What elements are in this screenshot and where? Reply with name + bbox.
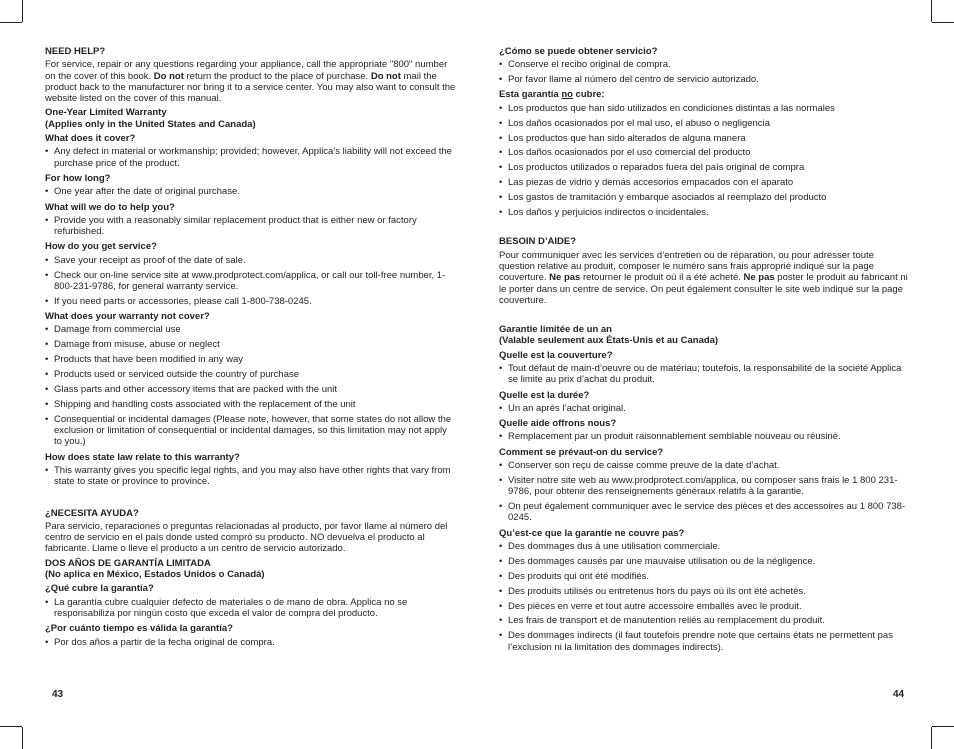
es-help-text: Para servicio, reparaciones o preguntas relacionadas al producto, por favor llame al número del centro de servicio en el país donde usted compró su producto. NO devuelva el producto al fabricante. Llame o lleve el producto a un centro de servicio autorizado. (45, 520, 448, 555)
bullet-list (45, 465, 457, 488)
list-item: • Por favor llame al número del centro de servicio autorizado. (499, 74, 909, 85)
page-43-column (45, 44, 457, 652)
question-heading: ¿Qué cubre la garantía? (45, 583, 154, 595)
bullet-list (45, 597, 457, 620)
question-heading: Quelle est la couverture? (499, 349, 613, 361)
crop-mark (0, 726, 22, 727)
question-heading: Qu’est-ce que la garantie ne couvre pas? (499, 527, 685, 539)
list-item: • Check our on-line service site at www.prodprotect.com/applica, or call our toll-free number, 1-800-231-9786, for general warranty service. (45, 270, 457, 293)
bullet-list (45, 215, 457, 238)
question-heading: How do you get service? (45, 241, 157, 253)
bullet-list (499, 103, 909, 219)
bullet-list (45, 186, 457, 197)
list-item: • Los productos que han sido alterados de alguna manera (499, 133, 909, 144)
list-item: • Des dommages indirects (il faut toutefois prendre note que certains états ne permettent pas l’exclusion ni la limitation des dommages indirects). (499, 630, 909, 653)
list-item: • This warranty gives you specific legal rights, and you may also have other rights that vary from state to state or province to province. (45, 465, 457, 488)
need-help-text: For service, repair or any questions regarding your appliance, call the appropriate "800" number on the cover of this book. Do not return the product to the place of purchase. Do not mail the product back to the manufacturer nor bring it to a service center. You may also want to consult the website listed on the cover of this manual. (45, 59, 456, 105)
list-item: • Un an après l’achat original. (499, 403, 909, 414)
warranty-title: One-Year Limited Warranty (45, 107, 167, 119)
bullet-list (499, 541, 909, 653)
bullet-list (45, 255, 457, 307)
list-item: • Products that have been modified in any way (45, 354, 457, 365)
list-item: • If you need parts or accessories, please call 1-800-738-0245. (45, 296, 457, 307)
list-item: • Consequential or incidental damages (Please note, however, that some states do not allow the exclusion or limitation of consequential or incidental damages, so this limitation may not apply to you.) (45, 414, 457, 448)
question-heading: What will we do to help you? (45, 201, 175, 213)
list-item: • Des pièces en verre et tout autre accessoire emballés avec le produit. (499, 601, 909, 612)
list-item: • Des produits utilisés ou entretenus hors du pays où ils ont été achetés. (499, 586, 909, 597)
bullet-list (499, 363, 909, 386)
crop-mark (22, 727, 23, 749)
page-44-column (499, 44, 909, 657)
list-item: • Des dommages causés par une mauvaise utilisation ou de la négligence. (499, 556, 909, 567)
bullet-list (499, 403, 909, 414)
list-item: • Remplacement par un produit raisonnablement semblable nouveau ou réusiné. (499, 431, 909, 442)
page-number: 44 (893, 689, 905, 700)
bullet-list (45, 637, 457, 648)
question-heading: What does it cover? (45, 133, 136, 145)
list-item: • Los daños ocasionados por el uso comercial del producto (499, 147, 909, 158)
list-item: • Los productos utilizados o reparados fuera del país original de compra (499, 162, 909, 173)
crop-mark (931, 727, 932, 749)
list-item: • Les frais de transport et de manutention reliés au remplacement du produit. (499, 615, 909, 626)
crop-mark (22, 0, 23, 22)
section-title: ¿NECESITA AYUDA? (45, 507, 139, 519)
question-heading: What does your warranty not cover? (45, 311, 210, 323)
question-heading: Comment se prévaut-on du service? (499, 446, 664, 458)
crop-mark (931, 0, 932, 22)
list-item: • Any defect in material or workmanship; provided; however, Applica’s liability will not exceed the purchase price of the product. (45, 146, 457, 169)
crop-mark (932, 726, 954, 727)
list-item: • Save your receipt as proof of the date of sale. (45, 255, 457, 266)
bullet-list (499, 431, 909, 442)
fr-help-text: Pour communiquer avec les services d’entretien ou de réparation, ou pour adresser toute question relative au produit, composer le numéro sans frais approprié indiqué sur la page couverture. Ne pas retourner le produit où il a été acheté. Ne pas poster le produit au fabricant ni le porter dans un centre de service. On peut également consulter le site web indiqué sur la page couverture. (499, 249, 908, 306)
question-heading: Quelle est la durée? (499, 389, 590, 401)
question-heading: Esta garantía no cubre: (499, 89, 605, 101)
list-item: • Los gastos de tramitación y embarque asociados al reemplazo del producto (499, 192, 909, 203)
list-item: • Los productos que han sido utilizados en condiciones distintas a las normales (499, 103, 909, 114)
list-item: • Conserve el recibo original de compra. (499, 59, 909, 70)
list-item: • Tout défaut de main-d’oeuvre ou de matériau; toutefois, la responsabilité de la société Applica se limite au prix d’achat du produit. (499, 363, 909, 386)
warranty-subtitle: (Applies only in the United States and Canada) (45, 118, 256, 130)
list-item: • Las piezas de vidrio y demás accesorios empacados con el aparato (499, 177, 909, 188)
bullet-list (45, 146, 457, 169)
warranty-title: Garantie limitée de un an (499, 324, 612, 336)
question-heading: ¿Cómo se puede obtener servicio? (499, 46, 658, 57)
warranty-subtitle: (No aplica en México, Estados Unidos o Canadá) (45, 569, 265, 581)
list-item: • Glass parts and other accessory items that are packed with the unit (45, 384, 457, 395)
question-heading: ¿Por cuánto tiempo es válida la garantía? (45, 623, 233, 635)
crop-mark (932, 22, 954, 23)
list-item: • Shipping and handling costs associated with the replacement of the unit (45, 399, 457, 410)
list-item: • Visiter notre site web au www.prodprotect.com/applica, ou composer sans frais le 1 800 231-9786, pour obtenir des renseignements généraux relatifs à la garantie. (499, 475, 909, 498)
list-item: • Conserver son reçu de caisse comme preuve de la date d’achat. (499, 460, 909, 471)
bullet-list (499, 460, 909, 524)
section-title: NEED HELP? (45, 46, 106, 57)
warranty-subtitle: (Valable seulement aux États-Unis et au Canada) (499, 335, 719, 347)
question-heading: For how long? (45, 172, 111, 184)
section-title: BESOIN D’AIDE? (499, 236, 577, 248)
list-item: • Des produits qui ont été modifiés. (499, 571, 909, 582)
list-item: • La garantía cubre cualquier defecto de materiales o de mano de obra. Applica no se responsabiliza por ningún costo que exceda el valor de compra del producto. (45, 597, 457, 620)
question-heading: How does state law relate to this warranty? (45, 451, 240, 463)
list-item: • Damage from misuse, abuse or neglect (45, 339, 457, 350)
page-number: 43 (52, 689, 64, 700)
crop-mark (0, 22, 22, 23)
question-heading: Quelle aide offrons nous? (499, 418, 617, 430)
bullet-list (45, 324, 457, 447)
list-item: • Products used or serviced outside the country of purchase (45, 369, 457, 380)
list-item: • On peut également communiquer avec le service des pièces et des accessoires au 1 800 738-0245. (499, 501, 909, 524)
list-item: • Damage from commercial use (45, 324, 457, 335)
list-item: • Por dos años a partir de la fecha original de compra. (45, 637, 457, 648)
list-item: • Los daños ocasionados por el mal uso, el abuso o negligencia (499, 118, 909, 129)
list-item: • Des dommages dus à une utilisation commerciale. (499, 541, 909, 552)
list-item: • One year after the date of original purchase. (45, 186, 457, 197)
bullet-list (499, 59, 909, 85)
list-item: • Los daños y perjuicios indirectos o incidentales. (499, 207, 909, 218)
warranty-title: DOS AÑOS DE GARANTÍA LIMITADA (45, 557, 211, 569)
list-item: • Provide you with a reasonably similar replacement product that is either new or factory refurbished. (45, 215, 457, 238)
